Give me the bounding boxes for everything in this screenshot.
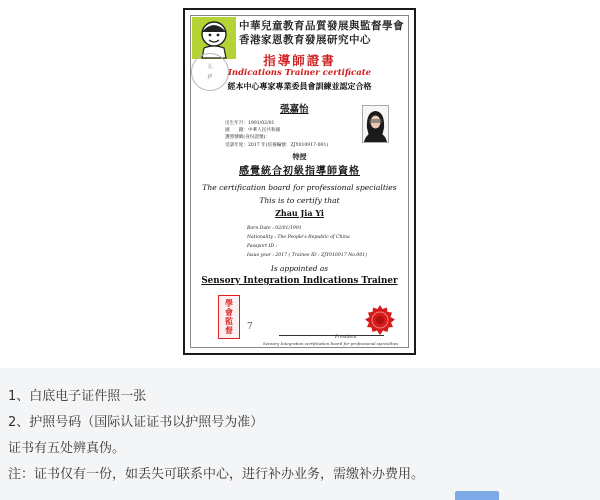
- floating-tab[interactable]: [455, 491, 499, 500]
- board-en: The certification board for professional specialties: [202, 183, 397, 192]
- note-line-1: 1、白底电子证件照一张: [8, 389, 147, 404]
- qualification-cn: 感覺統合初級指導師資格: [239, 166, 360, 177]
- detail-line: 受訓年度：2017 年(培養編號：ZJY010917-001): [225, 142, 329, 148]
- certificate-title-en: Indications Trainer certificate: [227, 68, 372, 78]
- seal-char: 會: [225, 307, 233, 317]
- seal-char: 學: [225, 298, 233, 308]
- signature-board: Sensory Integration certification board for professional specialties: [263, 341, 399, 346]
- detail-line: 國 籍：中華人民共和國: [225, 128, 281, 134]
- note-line-3: 证书有五处辨真伪。: [8, 441, 126, 456]
- certify-cn: 特授: [292, 152, 307, 161]
- certificate-title-cn: 指導師證書: [263, 53, 336, 68]
- detail-line: Passport ID :: [247, 244, 278, 249]
- note-line-4: 注：证书仅有一份，如丢失可联系中心，进行补办业务，需缴补办费用。: [8, 467, 425, 482]
- org-name-line2: 香港家恩教育發展研究中心: [239, 34, 371, 46]
- certificate-frame: [183, 8, 416, 355]
- seal-number: 7: [247, 322, 253, 332]
- qualification-en: Sensory Integration Indications Trainer: [201, 276, 398, 286]
- detail-line: Issue year : 2017 ( Trainee ID : ZJY010917-No.001): [247, 253, 367, 258]
- stamp-line-1: 弘: [207, 64, 213, 70]
- detail-line: Born Date : 02/01/1991: [247, 226, 302, 231]
- notes-panel: [0, 368, 600, 500]
- seal-char: 督: [225, 325, 233, 335]
- detail-line: 護照號碼(身份證號)：: [225, 135, 270, 141]
- certificate-subtitle-cn: 經本中心專家專業委員會訓練並認定合格: [227, 81, 372, 91]
- holder-portrait: [362, 105, 389, 143]
- note-line-2: 2、护照号码（国际认证证书以护照号为准）: [8, 415, 264, 430]
- appointed-en: Is appointed as: [270, 264, 329, 273]
- org-name-line1: 中華兒童教育品質發展與監督學會: [239, 20, 404, 32]
- square-seal: [218, 295, 240, 339]
- seal-char: 監: [225, 316, 233, 326]
- holder-details-en: [247, 224, 367, 260]
- stamp-line-2: JP: [207, 74, 213, 80]
- red-round-seal-icon: [364, 304, 396, 336]
- holder-name-cn: 張嘉怡: [280, 104, 309, 115]
- holder-name-en: Zhau Jia Yi: [275, 208, 324, 218]
- detail-line: 出生年月：1991/02/01: [225, 121, 275, 126]
- detail-line: Nationality : The People's Republic of China: [247, 235, 350, 240]
- holder-details-cn: [225, 120, 328, 149]
- signature-title: President: [335, 335, 357, 340]
- certify-en: This is to certify that: [259, 196, 340, 205]
